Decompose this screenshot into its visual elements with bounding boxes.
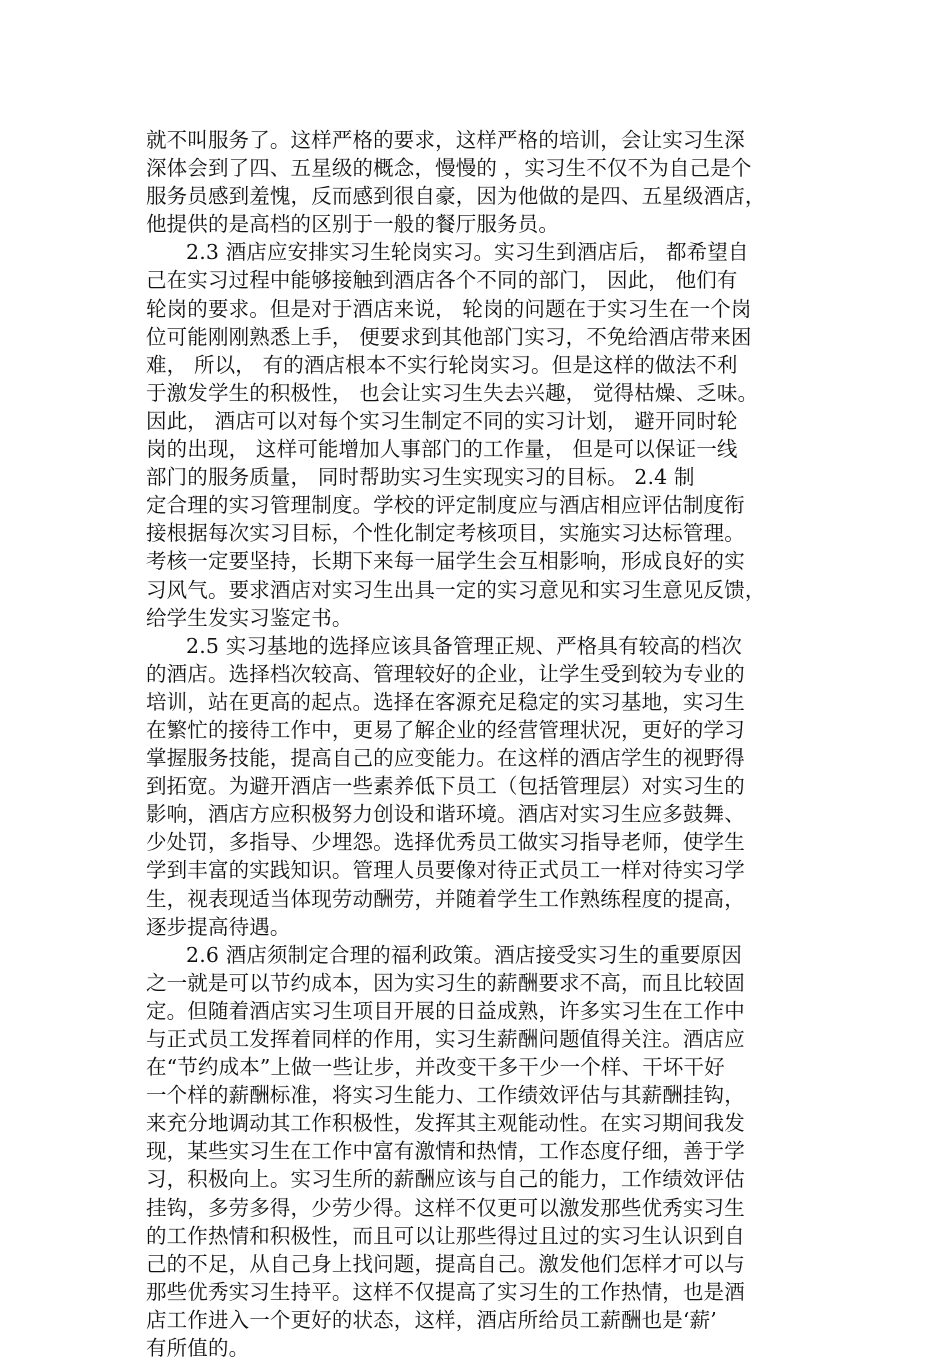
text-line: 店工作进入一个更好的状态，这样，酒店所给员工薪酬也是‘薪’ [146,1307,717,1332]
text-line: 就不叫服务了。这样严格的要求，这样严格的培训，会让实习生深 [146,128,745,152]
text-line: 的酒店。选择档次较高、管理较好的企业，让学生受到较为专业的 [146,661,745,686]
text-line: 来充分地调动其工作积极性，发挥其主观能动性。在实习期间我发 [146,1111,745,1136]
text-line: 给学生发实习鉴定书。 [146,605,353,630]
text-line: 己的不足，从自己身上找问题，提高自己。激发他们怎样才可以与 [146,1251,745,1276]
text-line: 2.5 实习基地的选择应该具备管理正规、严格具有较高的档次 [186,633,742,658]
text-line: 考核一定要坚持，长期下来每一届学生会互相影响，形成良好的实 [146,549,745,574]
text-line: 在“节约成本”上做一些让步，并改变干多干少一个样、干坏干好 [146,1055,725,1080]
text-line: 挂钩，多劳多得，少劳少得。这样不仅更可以激发那些优秀实习生 [146,1195,745,1220]
text-line: 掌握服务技能，提高自己的应变能力。在这样的酒店学生的视野得 [146,746,745,771]
text-line: 与正式员工发挥着同样的作用，实习生薪酬问题值得关注。酒店应 [146,1027,745,1051]
text-line: 2.6 酒店须制定合理的福利政策。酒店接受实习生的重要原因 [186,942,742,967]
text-line: 有所值的。 [146,1336,250,1361]
text-line: 生，视表现适当体现劳动酬劳，并随着学生工作熟练程度的提高， [146,886,745,911]
text-line: 己在实习过程中能够接触到酒店各个不同的部门， 因此， 他们有 [146,268,738,293]
text-line: 习，积极向上。实习生所的薪酬应该与自己的能力，工作绩效评估 [146,1167,745,1192]
text-line: 定合理的实习管理制度。学校的评定制度应与酒店相应评估制度衔 [146,493,745,518]
text-line: 之一就是可以节约成本，因为实习生的薪酬要求不高，而且比较固 [146,970,745,995]
text-line: 2.3 酒店应安排实习生轮岗实习。实习生到酒店后， 都希望自 [186,240,749,265]
text-line: 难， 所以， 有的酒店根本不实行轮岗实习。但是这样的做法不利 [146,352,738,377]
text-line: 影响，酒店方应积极努力创设和谐环境。酒店对实习生应多鼓舞、 [146,802,745,827]
text-line: 培训，站在更高的起点。选择在客源充足稳定的实习基地，实习生 [146,689,745,714]
document-body-text [146,126,810,1362]
text-line: 因此， 酒店可以对每个实习生制定不同的实习计划， 避开同时轮 [146,408,738,433]
text-line: 轮岗的要求。但是对于酒店来说， 轮岗的问题在于实习生在一个岗 [146,296,752,321]
text-line: 逐步提高待遇。 [146,914,291,939]
text-line: 定。但随着酒店实习生项目开展的日益成熟，许多实习生在工作中 [146,998,745,1023]
text-line: 在繁忙的接待工作中，更易了解企业的经营管理状况，更好的学习 [146,717,745,742]
text-line: 于激发学生的积极性， 也会让实习生失去兴趣， 觉得枯燥、乏味。 [146,380,759,405]
text-line: 现，某些实习生在工作中富有激情和热情，工作态度仔细，善于学 [146,1139,745,1164]
text-line: 服务员感到羞愧，反而感到很自豪，因为他做的是四、五星级酒店， [146,184,766,209]
text-line: 那些优秀实习生持平。这样不仅提高了实习生的工作热情，也是酒 [146,1279,745,1304]
text-line: 到拓宽。为避开酒店一些素养低下员工（包括管理层）对实习生的 [146,774,745,799]
text-line: 习风气。要求酒店对实习生出具一定的实习意见和实习生意见反馈， [146,577,766,602]
text-line: 他提供的是高档的区别于一般的餐厅服务员。 [146,212,559,237]
text-line: 一个样的薪酬标准，将实习生能力、工作绩效评估与其薪酬挂钩， [146,1083,745,1108]
text-line: 岗的出现， 这样可能增加人事部门的工作量， 但是可以保证一线 [146,437,738,462]
text-line: 部门的服务质量， 同时帮助实习生实现实习的目标。 2.4 制 [146,465,695,490]
text-line: 接根据每次实习目标，个性化制定考核项目，实施实习达标管理。 [146,521,745,546]
text-line: 位可能刚刚熟悉上手， 便要求到其他部门实习，不免给酒店带来困 [146,324,752,349]
text-line: 的工作热情和积极性，而且可以让那些得过且过的实习生认识到自 [146,1223,745,1248]
text-line: 深体会到了四、五星级的概念，慢慢的 ，实习生不仅不为自己是个 [146,156,752,181]
text-line: 学到丰富的实践知识。管理人员要像对待正式员工一样对待实习学 [146,858,745,883]
text-line: 少处罚，多指导、少埋怨。选择优秀员工做实习指导老师，使学生 [146,830,745,855]
